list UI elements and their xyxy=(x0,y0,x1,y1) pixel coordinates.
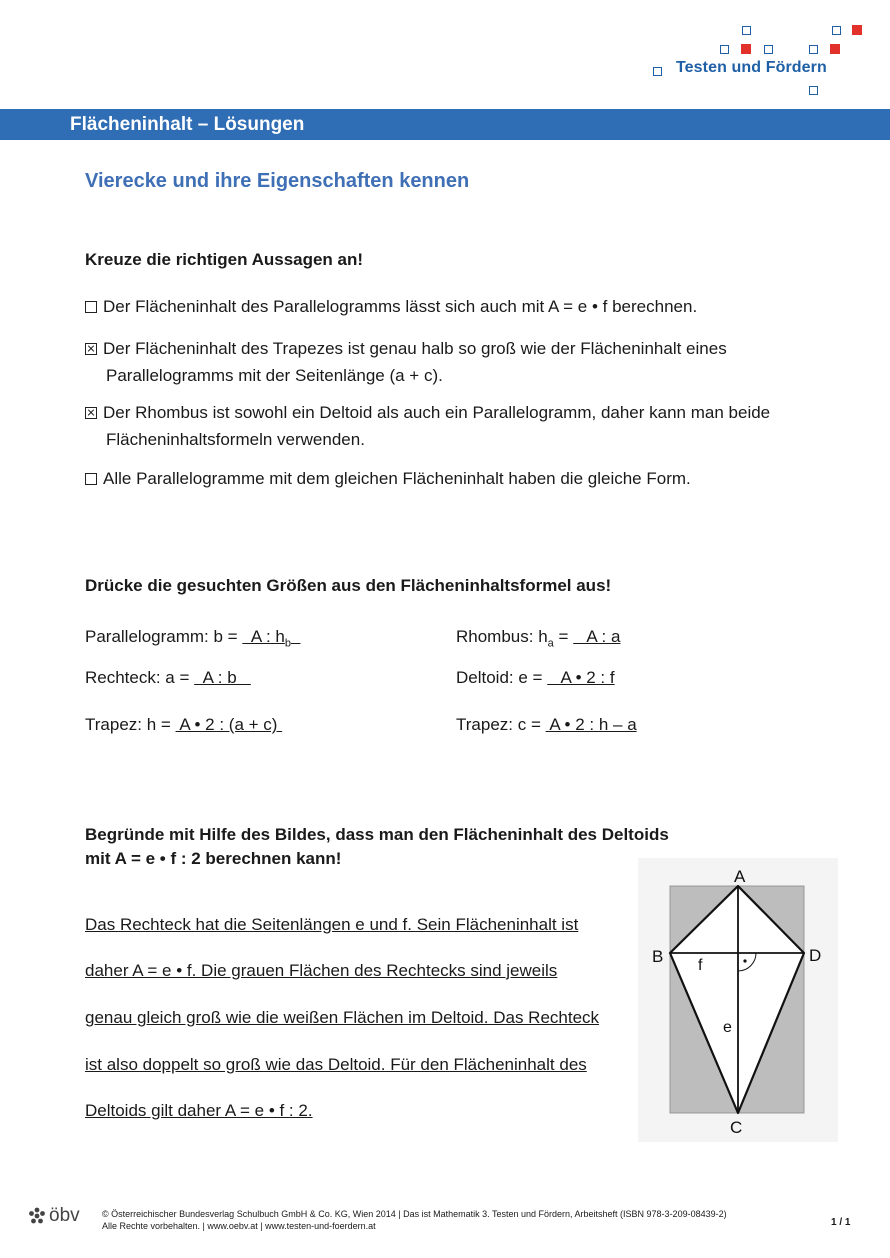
checkbox-checked[interactable] xyxy=(85,343,97,355)
label-A: A xyxy=(734,867,746,886)
statement-4: Alle Parallelogramme mit dem gleichen Flächeninhalt haben die gleiche Form. xyxy=(85,465,691,492)
logo-square xyxy=(832,26,841,35)
logo-square xyxy=(720,45,729,54)
formula-trapez-c: Trapez: c = A • 2 : h – a xyxy=(456,715,637,734)
statement-1: Der Flächeninhalt des Parallelogramms lässt sich auch mit A = e • f berechnen. xyxy=(85,293,697,320)
formula-rhombus: Rhombus: $h_a$ = A : a xyxy=(456,627,621,650)
logo-square xyxy=(809,45,818,54)
statement-2: Der Flächeninhalt des Trapezes ist genau halb so groß wie der Flächeninhalt eines Parallelogramms mit der Seitenlänge (a + c). xyxy=(85,335,727,389)
formula-rechteck: Rechteck: a = A : b xyxy=(85,668,251,687)
deltoid-figure xyxy=(638,858,838,1142)
logo-square-red xyxy=(830,44,840,54)
answer-line: Das Rechteck hat die Seitenlängen e und f. Sein Flächeninhalt ist xyxy=(85,915,579,934)
page-title: Flächeninhalt – Lösungen xyxy=(70,114,305,135)
right-angle-dot xyxy=(743,959,746,962)
label-D: D xyxy=(809,946,822,965)
task2-heading: Drücke die gesuchten Größen aus den Flächeninhaltsformel aus! xyxy=(85,576,612,595)
answer-line: genau gleich groß wie die weißen Flächen im Deltoid. Das Rechteck xyxy=(85,1008,600,1027)
formula-parallelogram: Parallelogramm: b = A : $h_b$ xyxy=(85,627,291,650)
formula-deltoid: Deltoid: e = A • 2 : f xyxy=(456,668,615,687)
obv-flower-icon xyxy=(27,1207,47,1225)
footer-text: © Österreichischer Bundesverlag Schulbuch GmbH & Co. KG, Wien 2014 | Das ist Mathematik 3. Testen und Fördern, Arbeitsheft (ISBN 978-3-209-08439-2) Alle Rechte vorbehalten. | www.oebv.at | www.testen-und-foerdern.at xyxy=(102,1209,727,1231)
section-title: Vierecke und ihre Eigenschaften kennen xyxy=(85,170,470,192)
answer-line: ist also doppelt so groß wie das Deltoid. Für den Flächeninhalt des xyxy=(85,1055,587,1074)
checkbox-checked[interactable] xyxy=(85,407,97,419)
logo-square-red xyxy=(852,25,862,35)
page-number: 1 / 1 xyxy=(831,1217,851,1228)
logo-square xyxy=(764,45,773,54)
checkbox-unchecked[interactable] xyxy=(85,301,97,313)
label-e: e xyxy=(723,1019,732,1036)
task1-heading: Kreuze die richtigen Aussagen an! xyxy=(85,250,364,269)
logo-text: Testen und Fördern xyxy=(676,59,827,76)
checkbox-unchecked[interactable] xyxy=(85,473,97,485)
logo-square xyxy=(809,86,818,95)
statement-3: Der Rhombus ist sowohl ein Deltoid als auch ein Parallelogramm, daher kann man beide Flächeninhaltsformeln verwenden. xyxy=(85,399,770,453)
label-C: C xyxy=(730,1118,743,1137)
logo-square xyxy=(653,67,662,76)
logo-square xyxy=(742,26,751,35)
logo-square-red xyxy=(741,44,751,54)
publisher-logo: öbv xyxy=(27,1205,80,1227)
label-B: B xyxy=(652,947,664,966)
answer-line: daher A = e • f. Die grauen Flächen des Rechtecks sind jeweils xyxy=(85,961,558,980)
task3-heading: Begründe mit Hilfe des Bildes, dass man den Flächeninhalt des Deltoids mit A = e • f : 2 berechnen kann! xyxy=(85,825,669,868)
formula-trapez-h: Trapez: h = A • 2 : (a + c) xyxy=(85,715,283,734)
answer-line: Deltoids gilt daher A = e • f : 2. xyxy=(85,1101,313,1120)
label-f: f xyxy=(698,957,703,974)
